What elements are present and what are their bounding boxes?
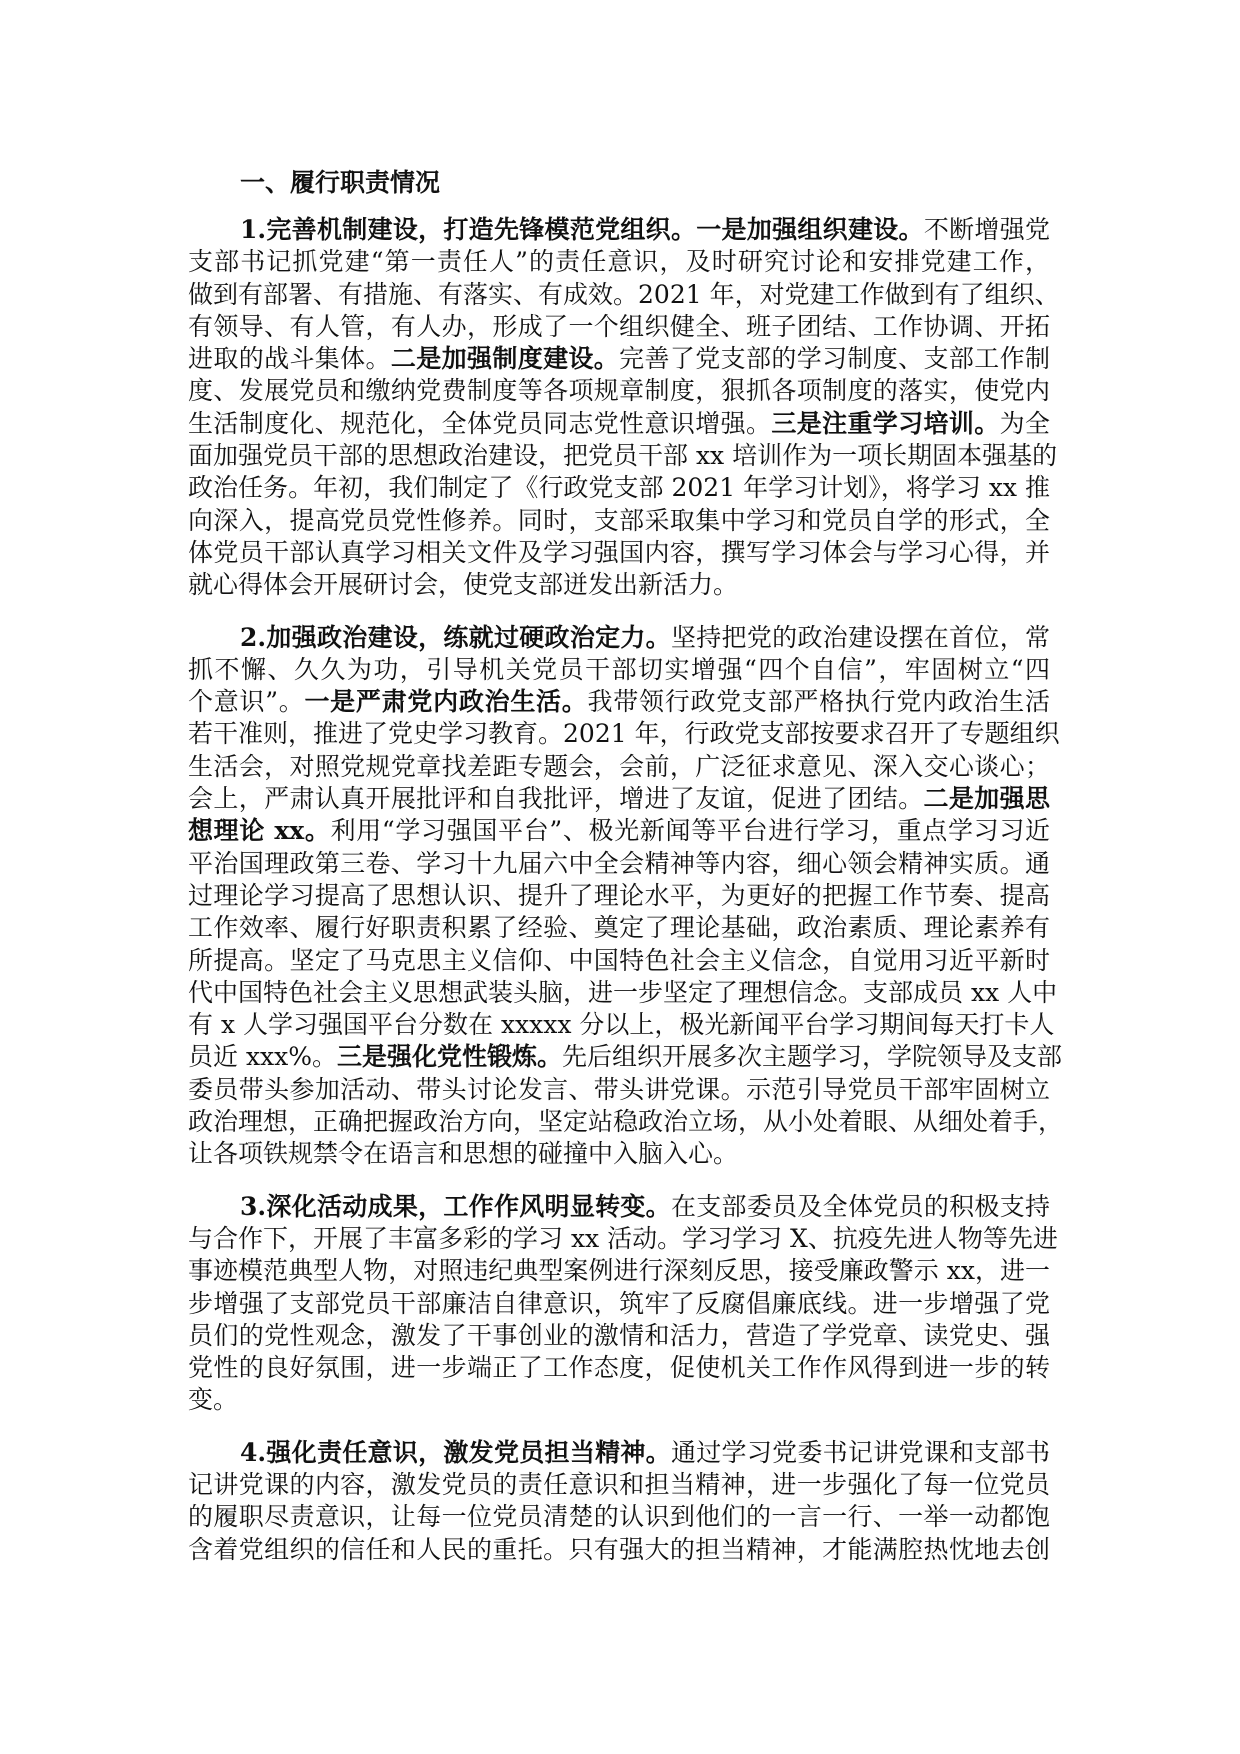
text-line [188, 1320, 1050, 1352]
paragraph-3 [188, 1191, 1058, 1417]
body-text: 会上，严肃认真开展批评和自我批评，增进了友谊，促进了团结。 [188, 784, 924, 814]
text-line [188, 912, 1050, 944]
text-line [188, 880, 1050, 912]
body-text: 先后组织开展多次主题学习，学院领导及支部 [562, 1042, 1063, 1072]
body-text: 向深入，提高党员党性修养。同时，支部采取集中学习和党员自学的形式，全 [188, 505, 1050, 535]
bold-text: 三是注重学习培训。 [771, 408, 1000, 438]
body-text: 通过学习党委书记讲党课和支部书 [670, 1437, 1050, 1467]
text-line [188, 1191, 1050, 1223]
text-line [188, 440, 1058, 472]
section-heading: 一、履行职责情况 [240, 168, 441, 197]
text-line [188, 1534, 1050, 1566]
body-text: 代中国特色社会主义思想武装头脑，进一步坚定了理想信念。支部成员 xx 人中 [188, 977, 1058, 1007]
bold-text: 二是加强制度建设。 [390, 344, 620, 374]
text-line [188, 1074, 1050, 1106]
body-text: 为全 [999, 408, 1050, 438]
text-line [188, 751, 1050, 783]
body-text: 我带领行政党支部严格执行党内政治生活 [587, 687, 1050, 717]
bold-text: 想理论 xx。 [188, 816, 331, 846]
document-body [188, 214, 1064, 1566]
body-text: 步增强了支部党员干部廉洁自律意识，筑牢了反腐倡廉底线。进一步增强了党 [188, 1288, 1050, 1318]
text-line [188, 1223, 1058, 1255]
body-text: 在支部委员及全体党员的积极支持 [670, 1191, 1050, 1221]
body-text: 与合作下，开展了丰富多彩的学习 xx 活动。学习学习 X、抗疫先进人物等先进 [188, 1223, 1058, 1253]
text-line [188, 569, 1050, 601]
text-line [188, 1106, 1064, 1138]
text-line [188, 848, 1050, 880]
text-line [188, 408, 1050, 440]
body-text: 有 x 人学习强国平台分数在 xxxxx 分以上，极光新闻平台学习期间每天打卡人 [188, 1010, 1055, 1040]
text-line [188, 783, 1050, 815]
body-text: 个意识”。 [188, 687, 305, 717]
bold-text: 4.强化责任意识，激发党员担当精神。 [240, 1437, 671, 1467]
body-text: 进取的战斗集体。 [188, 344, 391, 374]
text-line [188, 214, 1050, 246]
body-text: 利用“学习强国平台”、极光新闻等平台进行学习，重点学习习近 [330, 816, 1050, 846]
body-text: 党性的良好氛围，进一步端正了工作态度，促使机关工作作风得到进一步的转 [188, 1353, 1050, 1383]
body-text: 过理论学习提高了思想认识、提升了理论水平，为更好的把握工作节奏、提高 [188, 880, 1050, 910]
body-text: 委员带头参加活动、带头讨论发言、带头讲党课。示范引导党员干部牢固树立 [188, 1074, 1050, 1104]
paragraph-1 [188, 214, 1060, 602]
text-line [188, 622, 1050, 654]
text-line [188, 279, 1060, 311]
body-text: 让各项铁规禁令在语言和思想的碰撞中入脑入心。 [188, 1139, 739, 1169]
bold-text: 1.完善机制建设，打造先锋模范党组织。一是加强组织建设。 [240, 215, 924, 244]
text-line [188, 505, 1050, 537]
text-line [188, 537, 1050, 569]
document-page [188, 167, 1064, 1586]
text-line [188, 1255, 1050, 1287]
bold-text: 三是强化党性锻炼。 [337, 1042, 563, 1072]
text-line [188, 1138, 1050, 1170]
body-text: 若干准则，推进了党史学习教育。2021 年，行政党支部按要求召开了专题组织 [188, 719, 1060, 749]
body-text: 就心得体会开展研讨会，使党支部迸发出新活力。 [188, 570, 739, 600]
bold-text: 2.加强政治建设，练就过硬政治定力。 [240, 622, 671, 652]
body-text: 支部书记抓党建“第一责任人”的责任意识，及时研究讨论和安排党建工作， [188, 247, 1050, 277]
body-text: 平治国理政第三卷、学习十九届六中全会精神等内容，细心领会精神实质。通 [188, 848, 1050, 878]
text-line [188, 343, 1050, 375]
body-text: 度、发展党员和缴纳党费制度等各项规章制度，狠抓各项制度的落实，使党内 [188, 376, 1050, 406]
text-line [188, 1041, 1063, 1073]
body-text: 事迹模范典型人物，对照违纪典型案例进行深刻反思，接受廉政警示 xx，进一 [188, 1256, 1050, 1286]
body-text: 生活会，对照党规党章找差距专题会，会前，广泛征求意见、深入交心谈心； [188, 751, 1050, 781]
paragraph-2 [188, 622, 1064, 1171]
body-text: 记讲党课的内容，激发党员的责任意识和担当精神，进一步强化了每一位党员 [188, 1469, 1050, 1499]
body-text: 生活制度化、规范化，全体党员同志党性意识增强。 [188, 408, 772, 438]
text-line [188, 945, 1050, 977]
text-line [188, 815, 1050, 847]
bold-text: 3.深化活动成果，工作作风明显转变。 [240, 1191, 671, 1221]
text-line [188, 246, 1050, 278]
body-text: 坚持把党的政治建设摆在首位，常 [670, 622, 1050, 652]
body-text: 做到有部署、有措施、有落实、有成效。2021 年，对党建工作做到有了组织、 [188, 279, 1060, 309]
text-line [188, 718, 1060, 750]
body-text: 不断增强党 [923, 215, 1050, 244]
body-text: 抓不懈、久久为功，引导机关党员干部切实增强“四个自信”，牢固树立“四 [188, 654, 1050, 684]
body-text: 体党员干部认真学习相关文件及学习强国内容，撰写学习体会与学习心得，并 [188, 537, 1050, 567]
text-line [188, 686, 1050, 718]
body-text: 所提高。坚定了马克思主义信仰、中国特色社会主义信念，自觉用习近平新时 [188, 945, 1050, 975]
body-text: 完善了党支部的学习制度、支部工作制 [619, 344, 1050, 374]
text-line [188, 1352, 1050, 1384]
text-line [188, 1009, 1055, 1041]
bold-text: 一是严肃党内政治生活。 [304, 687, 588, 717]
text-line [188, 977, 1058, 1009]
paragraph-4 [188, 1437, 1050, 1566]
text-line [188, 1437, 1050, 1469]
body-text: 政治任务。年初，我们制定了《行政党支部 2021 年学习计划》，将学习 xx 推 [188, 473, 1050, 503]
text-line [188, 1501, 1050, 1533]
body-text: 员们的党性观念，激发了干事创业的激情和活力，营造了学党章、读党史、强 [188, 1320, 1050, 1350]
text-line [188, 654, 1050, 686]
text-line [188, 1288, 1050, 1320]
text-line [188, 1469, 1050, 1501]
text-line [188, 1384, 1050, 1416]
body-text: 变。 [188, 1385, 239, 1415]
text-line [188, 375, 1050, 407]
body-text: 的履职尽责意识，让每一位党员清楚的认识到他们的一言一行、一举一动都饱 [188, 1502, 1050, 1532]
text-line [188, 472, 1050, 504]
body-text: 有领导、有人管，有人办，形成了一个组织健全、班子团结、工作协调、开拓 [188, 311, 1050, 341]
body-text: 工作效率、履行好职责积累了经验、奠定了理论基础，政治素质、理论素养有 [188, 913, 1050, 943]
text-line [188, 311, 1050, 343]
body-text: 面加强党员干部的思想政治建设，把党员干部 xx 培训作为一项长期固本强基的 [188, 441, 1058, 471]
body-text: 员近 xxx%。 [188, 1042, 337, 1072]
body-text: 含着党组织的信任和人民的重托。只有强大的担当精神，才能满腔热忱地去创 [188, 1534, 1050, 1564]
bold-text: 二是加强思 [923, 784, 1050, 814]
body-text: 政治理想，正确把握政治方向，坚定站稳政治立场，从小处着眼、从细处着手， [188, 1107, 1064, 1137]
